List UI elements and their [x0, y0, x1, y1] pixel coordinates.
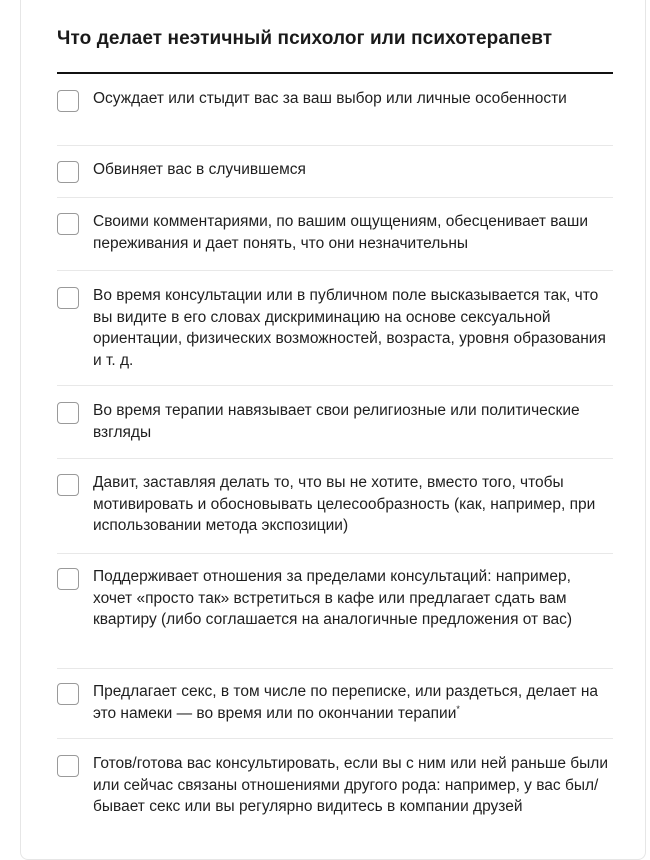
checklist-item-text: Готов/готова вас консультировать, если вы с ним или ней раньше были или сейчас связаны отношениями другого рода: например, у вас был/бывает секс или вы регулярно видитесь в компании друзей — [93, 755, 608, 815]
checkbox[interactable] — [57, 161, 79, 183]
checkbox[interactable] — [57, 402, 79, 424]
checklist-item-text: Давит, заставляя делать то, что вы не хотите, вместо того, чтобы мотивировать и обосновывать целесообразность (как, например, при использовании метода экспозиции) — [93, 474, 596, 534]
checklist-item[interactable] — [57, 554, 613, 669]
checklist-item[interactable] — [57, 74, 613, 146]
checklist-item[interactable] — [57, 198, 613, 271]
checklist-item[interactable] — [57, 459, 613, 554]
checklist-item-text-main: Предлагает секс, в том числе по переписке, или раздеться, делает на это намеки — во время или по окончании терапии — [93, 683, 599, 722]
checkbox[interactable] — [57, 287, 79, 309]
checklist-item[interactable] — [57, 739, 613, 859]
checklist-title: Что делает неэтичный психолог или психотерапевт — [57, 28, 553, 49]
checklist-item[interactable] — [57, 386, 613, 459]
checkbox[interactable] — [57, 90, 79, 112]
checklist-item-text — [93, 681, 608, 724]
checklist-item-text: Поддерживает отношения за пределами консультаций: например, хочет «просто так» встретиться в кафе или предлагает сдать вам квартиру (либо соглашается на аналогичные предложения от вас) — [93, 568, 573, 628]
checkbox[interactable] — [57, 755, 79, 777]
checkbox[interactable] — [57, 568, 79, 590]
checklist-item-text: Своими комментариями, по вашим ощущениям, обесценивает ваши переживания и дает понять, что они незначительны — [93, 213, 589, 252]
checklist-item[interactable] — [57, 146, 613, 198]
footnote-mark: * — [456, 703, 460, 714]
checkbox[interactable] — [57, 683, 79, 705]
checklist-item-text: Во время терапии навязывает свои религиозные или политические взгляды — [93, 402, 580, 441]
checklist-item-text: Обвиняет вас в случившемся — [93, 161, 306, 178]
checklist-item[interactable] — [57, 669, 613, 739]
checklist-item-text: Во время консультации или в публичном поле высказывается так, что вы видите в его словах дискриминацию на основе сексуальной ориентации, физических возможностей, возраста, уровня образования и т. д. — [93, 287, 606, 369]
checkbox[interactable] — [57, 474, 79, 496]
checklist-item[interactable] — [57, 271, 613, 386]
checkbox[interactable] — [57, 213, 79, 235]
checklist-item-text: Осуждает или стыдит вас за ваш выбор или личные особенности — [93, 90, 567, 107]
checklist-card — [20, 0, 646, 860]
